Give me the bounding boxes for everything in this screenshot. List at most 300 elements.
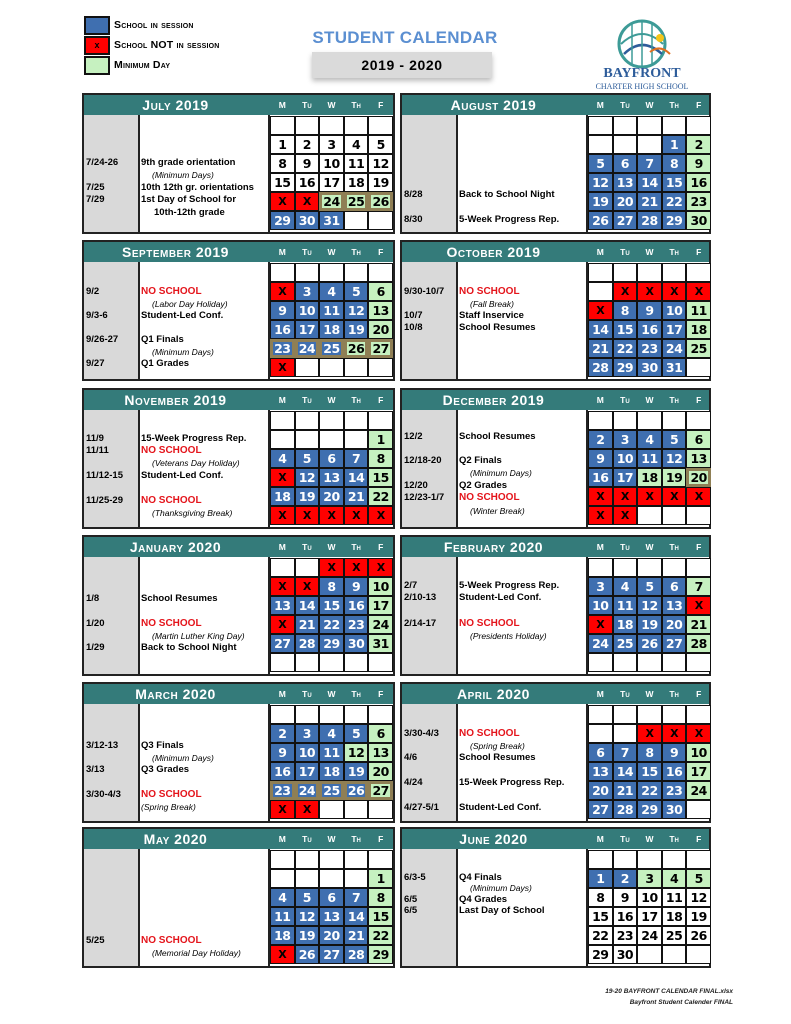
event-note: (Winter Break): [470, 506, 525, 516]
day-cell-empty: [637, 850, 662, 869]
day-cell: 8: [319, 577, 344, 596]
day-cell: 9: [270, 301, 295, 320]
day-cell-empty: [295, 116, 320, 135]
day-cell: 5: [686, 869, 711, 888]
day-cell: 9: [637, 301, 662, 320]
day-cell-empty: [295, 430, 320, 449]
x-mark-icon: x: [94, 40, 100, 50]
weekday-header: [270, 829, 393, 849]
day-cell: 12: [295, 468, 320, 487]
day-cell: 9: [662, 743, 687, 762]
logo-name: BAYFRONT: [603, 66, 681, 81]
day-cell: 6: [319, 449, 344, 468]
month-header: [84, 537, 393, 557]
day-cell: 21: [686, 615, 711, 634]
day-cell-empty: [662, 945, 687, 964]
day-cell: 19: [368, 173, 393, 192]
no-school-label: NO SCHOOL: [459, 618, 520, 629]
event-text: 15-Week Progress Rep.: [141, 433, 247, 444]
day-cell: 3: [295, 282, 320, 301]
day-cell-empty: [686, 945, 711, 964]
day-cell: 24: [662, 339, 687, 358]
day-cell: 22: [662, 192, 687, 211]
weekday-label: W: [327, 100, 336, 110]
event-note: (Spring Break): [470, 741, 525, 751]
event-date: 2/10-13: [404, 592, 437, 603]
day-cell: 14: [344, 907, 369, 926]
day-cell-empty: [662, 116, 687, 135]
weekday-label: M: [596, 247, 604, 257]
weekday-label: F: [696, 395, 702, 405]
day-cell: 22: [319, 615, 344, 634]
day-cell-empty: [637, 705, 662, 724]
weekday-label: F: [378, 542, 384, 552]
day-cell: 18: [613, 615, 638, 634]
weekday-header: [270, 537, 393, 557]
month-header: [402, 242, 709, 262]
day-cell: 18: [319, 762, 344, 781]
event-date: 7/24-26: [86, 157, 119, 168]
month-title: January 2020: [129, 539, 222, 555]
day-cell-empty: [686, 558, 711, 577]
day-cell: 12: [368, 154, 393, 173]
day-cell: 31: [662, 358, 687, 377]
weekday-label: M: [278, 247, 286, 257]
month-august-2019: [400, 93, 711, 234]
weekday-label: Tu: [302, 247, 312, 257]
day-cell: 22: [613, 339, 638, 358]
day-cell-empty: [588, 705, 613, 724]
no-school-label: NO SCHOOL: [459, 728, 520, 739]
day-cell-empty: [662, 558, 687, 577]
day-cell-no-school: X: [686, 282, 711, 301]
day-grid: [588, 116, 711, 230]
day-cell-no-school: X: [295, 577, 320, 596]
day-cell: 21: [295, 615, 320, 634]
day-cell-empty: [344, 869, 369, 888]
weekday-label: W: [645, 834, 654, 844]
day-cell: 5: [588, 154, 613, 173]
month-title: November 2019: [124, 392, 227, 408]
day-cell: 23: [637, 339, 662, 358]
day-cell: 10: [686, 743, 711, 762]
day-cell-empty: [588, 135, 613, 154]
day-cell-no-school: X: [270, 358, 295, 377]
day-cell: 20: [662, 615, 687, 634]
day-cell: 8: [368, 888, 393, 907]
day-cell-empty: [270, 850, 295, 869]
weekday-label: W: [645, 689, 654, 699]
day-cell: 12: [588, 173, 613, 192]
day-cell: 18: [637, 468, 662, 487]
day-cell-empty: [686, 506, 711, 525]
event-text: 9th grade orientation: [141, 157, 236, 168]
weekday-label: M: [596, 542, 604, 552]
weekday-header: [588, 390, 711, 410]
weekday-label: F: [696, 542, 702, 552]
day-cell-no-school: X: [588, 506, 613, 525]
weekday-label: Tu: [302, 689, 312, 699]
day-cell: 29: [613, 358, 638, 377]
day-cell: 13: [270, 596, 295, 615]
day-cell: 12: [637, 596, 662, 615]
day-cell: 16: [588, 468, 613, 487]
day-cell: 15: [662, 173, 687, 192]
day-cell-empty: [295, 411, 320, 430]
school-logo: [588, 14, 696, 94]
weekday-label: Tu: [620, 542, 630, 552]
day-cell: 15: [588, 907, 613, 926]
day-cell: 12: [686, 888, 711, 907]
day-cell-empty: [613, 724, 638, 743]
day-cell-no-school: X: [368, 506, 393, 525]
day-cell-empty: [686, 358, 711, 377]
day-cell: 18: [344, 173, 369, 192]
event-text: School Resumes: [141, 593, 218, 604]
event-note: (Martin Luther King Day): [152, 631, 245, 641]
event-date: 1/8: [86, 593, 100, 604]
event-note: (Spring Break): [141, 802, 196, 812]
weekday-label: M: [596, 100, 604, 110]
weekday-label: W: [645, 247, 654, 257]
day-cell-empty: [686, 653, 711, 672]
day-cell-empty: [344, 430, 369, 449]
day-cell-empty: [662, 850, 687, 869]
weekday-label: F: [378, 689, 384, 699]
event-date: 10/8: [404, 322, 423, 333]
day-cell: 24: [319, 192, 344, 211]
month-september-2019: [82, 240, 395, 381]
day-cell: 4: [270, 888, 295, 907]
day-cell-empty: [319, 116, 344, 135]
day-cell: 2: [588, 430, 613, 449]
event-date: 6/5: [404, 905, 418, 916]
school-year: 2019 - 2020: [312, 52, 492, 78]
day-cell-empty: [686, 850, 711, 869]
day-cell-empty: [637, 135, 662, 154]
day-cell: 9: [588, 449, 613, 468]
footer: [605, 986, 733, 1008]
day-cell-no-school: X: [270, 506, 295, 525]
day-cell-empty: [344, 800, 369, 819]
event-date: 9/27: [86, 358, 105, 369]
weekday-label: F: [696, 247, 702, 257]
day-cell: 19: [344, 320, 369, 339]
day-cell: 2: [613, 869, 638, 888]
weekday-label: F: [378, 395, 384, 405]
day-cell-empty: [686, 800, 711, 819]
weekday-header: [270, 95, 393, 115]
day-cell-empty: [613, 263, 638, 282]
in-session-swatch: [84, 16, 110, 35]
event-text: 10th 12th gr. orientations: [141, 182, 254, 193]
event-note: (Minimum Days): [470, 468, 532, 478]
day-cell-empty: [686, 263, 711, 282]
month-november-2019: [82, 388, 395, 529]
event-text: Q3 Grades: [141, 764, 190, 775]
event-date: 5/25: [86, 935, 105, 946]
day-cell-no-school: X: [613, 487, 638, 506]
day-cell: 22: [588, 926, 613, 945]
day-cell-empty: [344, 653, 369, 672]
day-cell: 26: [686, 926, 711, 945]
event-note: (Minimum Days): [152, 347, 214, 357]
day-cell: 6: [588, 743, 613, 762]
day-cell: 13: [368, 743, 393, 762]
day-grid: [588, 263, 711, 377]
logo-subtitle: CHARTER HIGH SCHOOL: [595, 82, 689, 91]
day-cell: 13: [613, 173, 638, 192]
day-cell: 11: [319, 301, 344, 320]
day-cell-empty: [368, 800, 393, 819]
weekday-label: Th: [351, 247, 361, 257]
day-cell-empty: [319, 411, 344, 430]
weekday-label: M: [278, 542, 286, 552]
globe-logo-icon: [588, 14, 696, 68]
no-school-label: NO SCHOOL: [459, 492, 520, 503]
weekday-label: Th: [351, 100, 361, 110]
weekday-label: W: [645, 542, 654, 552]
day-grid: [270, 558, 393, 672]
day-cell-empty: [588, 850, 613, 869]
month-june-2020: [400, 827, 711, 968]
day-cell: 27: [588, 800, 613, 819]
weekday-header: [588, 829, 711, 849]
day-cell-empty: [319, 850, 344, 869]
day-cell: 24: [686, 781, 711, 800]
event-note: (Minimum Days): [152, 753, 214, 763]
day-cell: 10: [613, 449, 638, 468]
day-cell: 8: [662, 154, 687, 173]
day-cell-no-school: X: [637, 724, 662, 743]
day-cell-no-school: X: [613, 282, 638, 301]
day-cell-no-school: X: [319, 506, 344, 525]
day-cell: 28: [344, 945, 369, 964]
weekday-label: Th: [351, 834, 361, 844]
day-grid: [270, 116, 393, 230]
no-school-label: NO SCHOOL: [141, 935, 202, 946]
event-text: Q3 Finals: [141, 740, 184, 751]
month-title: February 2020: [443, 539, 544, 555]
day-cell: 16: [270, 320, 295, 339]
day-cell: 22: [637, 781, 662, 800]
event-date: 3/12-13: [86, 740, 119, 751]
event-date: 9/2: [86, 286, 100, 297]
day-cell-empty: [344, 211, 369, 230]
month-header: [402, 390, 709, 410]
weekday-label: M: [596, 395, 604, 405]
event-date: 3/13: [86, 764, 105, 775]
day-cell: 2: [686, 135, 711, 154]
day-cell: 18: [270, 487, 295, 506]
day-cell: 3: [637, 869, 662, 888]
day-cell: 13: [319, 468, 344, 487]
day-cell: 25: [344, 192, 369, 211]
day-cell-empty: [613, 116, 638, 135]
event-date: 2/14-17: [404, 618, 437, 629]
day-cell-no-school: X: [637, 282, 662, 301]
day-cell-no-school: X: [270, 615, 295, 634]
day-cell-empty: [295, 850, 320, 869]
day-cell: 13: [662, 596, 687, 615]
weekday-header: [270, 242, 393, 262]
day-cell-empty: [368, 263, 393, 282]
day-cell: 25: [613, 634, 638, 653]
month-march-2020: [82, 682, 395, 823]
day-cell-empty: [368, 116, 393, 135]
day-cell: 5: [368, 135, 393, 154]
event-date: 4/27-5/1: [404, 802, 439, 813]
day-cell: 3: [319, 135, 344, 154]
day-cell: 17: [319, 173, 344, 192]
day-cell-empty: [662, 506, 687, 525]
weekday-label: Th: [351, 542, 361, 552]
day-cell-no-school: X: [344, 506, 369, 525]
event-note: (Veterans Day Holiday): [152, 458, 240, 468]
day-cell-empty: [344, 358, 369, 377]
event-date: 11/25-29: [86, 495, 123, 506]
weekday-header: [270, 390, 393, 410]
day-cell-empty: [686, 411, 711, 430]
month-may-2020: [82, 827, 395, 968]
day-cell: 1: [270, 135, 295, 154]
day-cell: 1: [368, 869, 393, 888]
weekday-label: Th: [669, 247, 679, 257]
event-date: 6/5: [404, 894, 418, 905]
day-cell: 11: [662, 888, 687, 907]
day-cell: 13: [588, 762, 613, 781]
event-text: School Resumes: [459, 322, 536, 333]
event-text: Student-Led Conf.: [459, 802, 542, 813]
day-cell: 21: [344, 926, 369, 945]
day-cell: 21: [344, 487, 369, 506]
weekday-label: Tu: [302, 100, 312, 110]
day-cell-empty: [662, 653, 687, 672]
day-cell: 30: [344, 634, 369, 653]
event-date: 9/3-6: [86, 310, 108, 321]
day-cell-empty: [270, 869, 295, 888]
day-cell: 11: [344, 154, 369, 173]
day-cell: 28: [588, 358, 613, 377]
weekday-label: F: [696, 689, 702, 699]
event-note: (Fall Break): [470, 299, 514, 309]
day-cell-empty: [613, 653, 638, 672]
day-cell-no-school: X: [344, 558, 369, 577]
day-cell: 8: [270, 154, 295, 173]
day-cell-empty: [368, 211, 393, 230]
day-cell-no-school: X: [270, 468, 295, 487]
day-grid: [588, 850, 711, 964]
weekday-label: W: [327, 395, 336, 405]
event-text: Last Day of School: [459, 905, 545, 916]
day-cell: 26: [588, 211, 613, 230]
day-cell: 30: [295, 211, 320, 230]
day-cell-empty: [270, 116, 295, 135]
month-title: December 2019: [442, 392, 545, 408]
day-cell: 13: [319, 907, 344, 926]
day-cell: 15: [637, 762, 662, 781]
legend-item-minimum-day: [84, 55, 220, 75]
weekday-label: M: [596, 834, 604, 844]
day-cell: 13: [686, 449, 711, 468]
day-grid: [588, 411, 711, 525]
day-cell: 9: [613, 888, 638, 907]
day-cell-empty: [319, 800, 344, 819]
no-school-label: NO SCHOOL: [141, 286, 202, 297]
day-cell: 19: [686, 907, 711, 926]
event-text: Q2 Finals: [459, 455, 502, 466]
day-cell-empty: [295, 263, 320, 282]
day-cell: 19: [295, 926, 320, 945]
day-cell: 20: [319, 926, 344, 945]
day-cell-empty: [368, 705, 393, 724]
event-note: (Minimum Days): [152, 170, 214, 180]
no-school-label: NO SCHOOL: [141, 618, 202, 629]
event-text: Student-Led Conf.: [141, 470, 224, 481]
month-title: April 2020: [457, 686, 530, 702]
weekday-label: Tu: [620, 395, 630, 405]
day-cell: 5: [637, 577, 662, 596]
day-cell: 10: [319, 154, 344, 173]
day-cell-empty: [613, 705, 638, 724]
day-grid: [270, 263, 393, 377]
day-grid: [270, 411, 393, 525]
weekday-label: M: [596, 689, 604, 699]
day-cell-empty: [588, 263, 613, 282]
day-grid: [588, 558, 711, 672]
day-cell: 20: [686, 468, 711, 487]
day-cell-empty: [319, 705, 344, 724]
event-date: 9/26-27: [86, 334, 119, 345]
day-cell: 5: [662, 430, 687, 449]
weekday-label: Th: [669, 100, 679, 110]
day-cell: 18: [662, 907, 687, 926]
weekday-label: Tu: [620, 100, 630, 110]
weekday-label: W: [327, 689, 336, 699]
no-school-label: NO SCHOOL: [459, 286, 520, 297]
day-cell-empty: [637, 411, 662, 430]
day-cell: 4: [637, 430, 662, 449]
day-cell-empty: [295, 558, 320, 577]
month-header: [84, 242, 393, 262]
month-title: March 2020: [135, 686, 216, 702]
day-cell: 26: [295, 945, 320, 964]
day-cell: 9: [270, 743, 295, 762]
day-cell-no-school: X: [270, 282, 295, 301]
day-cell: 4: [319, 282, 344, 301]
event-dates-column: [84, 115, 140, 232]
day-cell: 8: [588, 888, 613, 907]
day-cell: 16: [637, 320, 662, 339]
event-date: 2/7: [404, 580, 418, 591]
day-cell-empty: [588, 653, 613, 672]
day-cell: 28: [686, 634, 711, 653]
day-cell: 20: [368, 320, 393, 339]
day-cell: 17: [637, 907, 662, 926]
event-text: Q2 Grades: [459, 480, 508, 491]
day-cell: 23: [686, 192, 711, 211]
day-cell: 6: [368, 724, 393, 743]
event-date: 3/30-4/3: [404, 728, 439, 739]
event-text: Q4 Grades: [459, 894, 508, 905]
day-cell: 26: [344, 781, 369, 800]
day-cell: 15: [368, 907, 393, 926]
day-cell-empty: [588, 116, 613, 135]
month-title: July 2019: [142, 97, 209, 113]
day-cell: 19: [662, 468, 687, 487]
day-cell: 22: [368, 926, 393, 945]
day-cell-empty: [662, 263, 687, 282]
